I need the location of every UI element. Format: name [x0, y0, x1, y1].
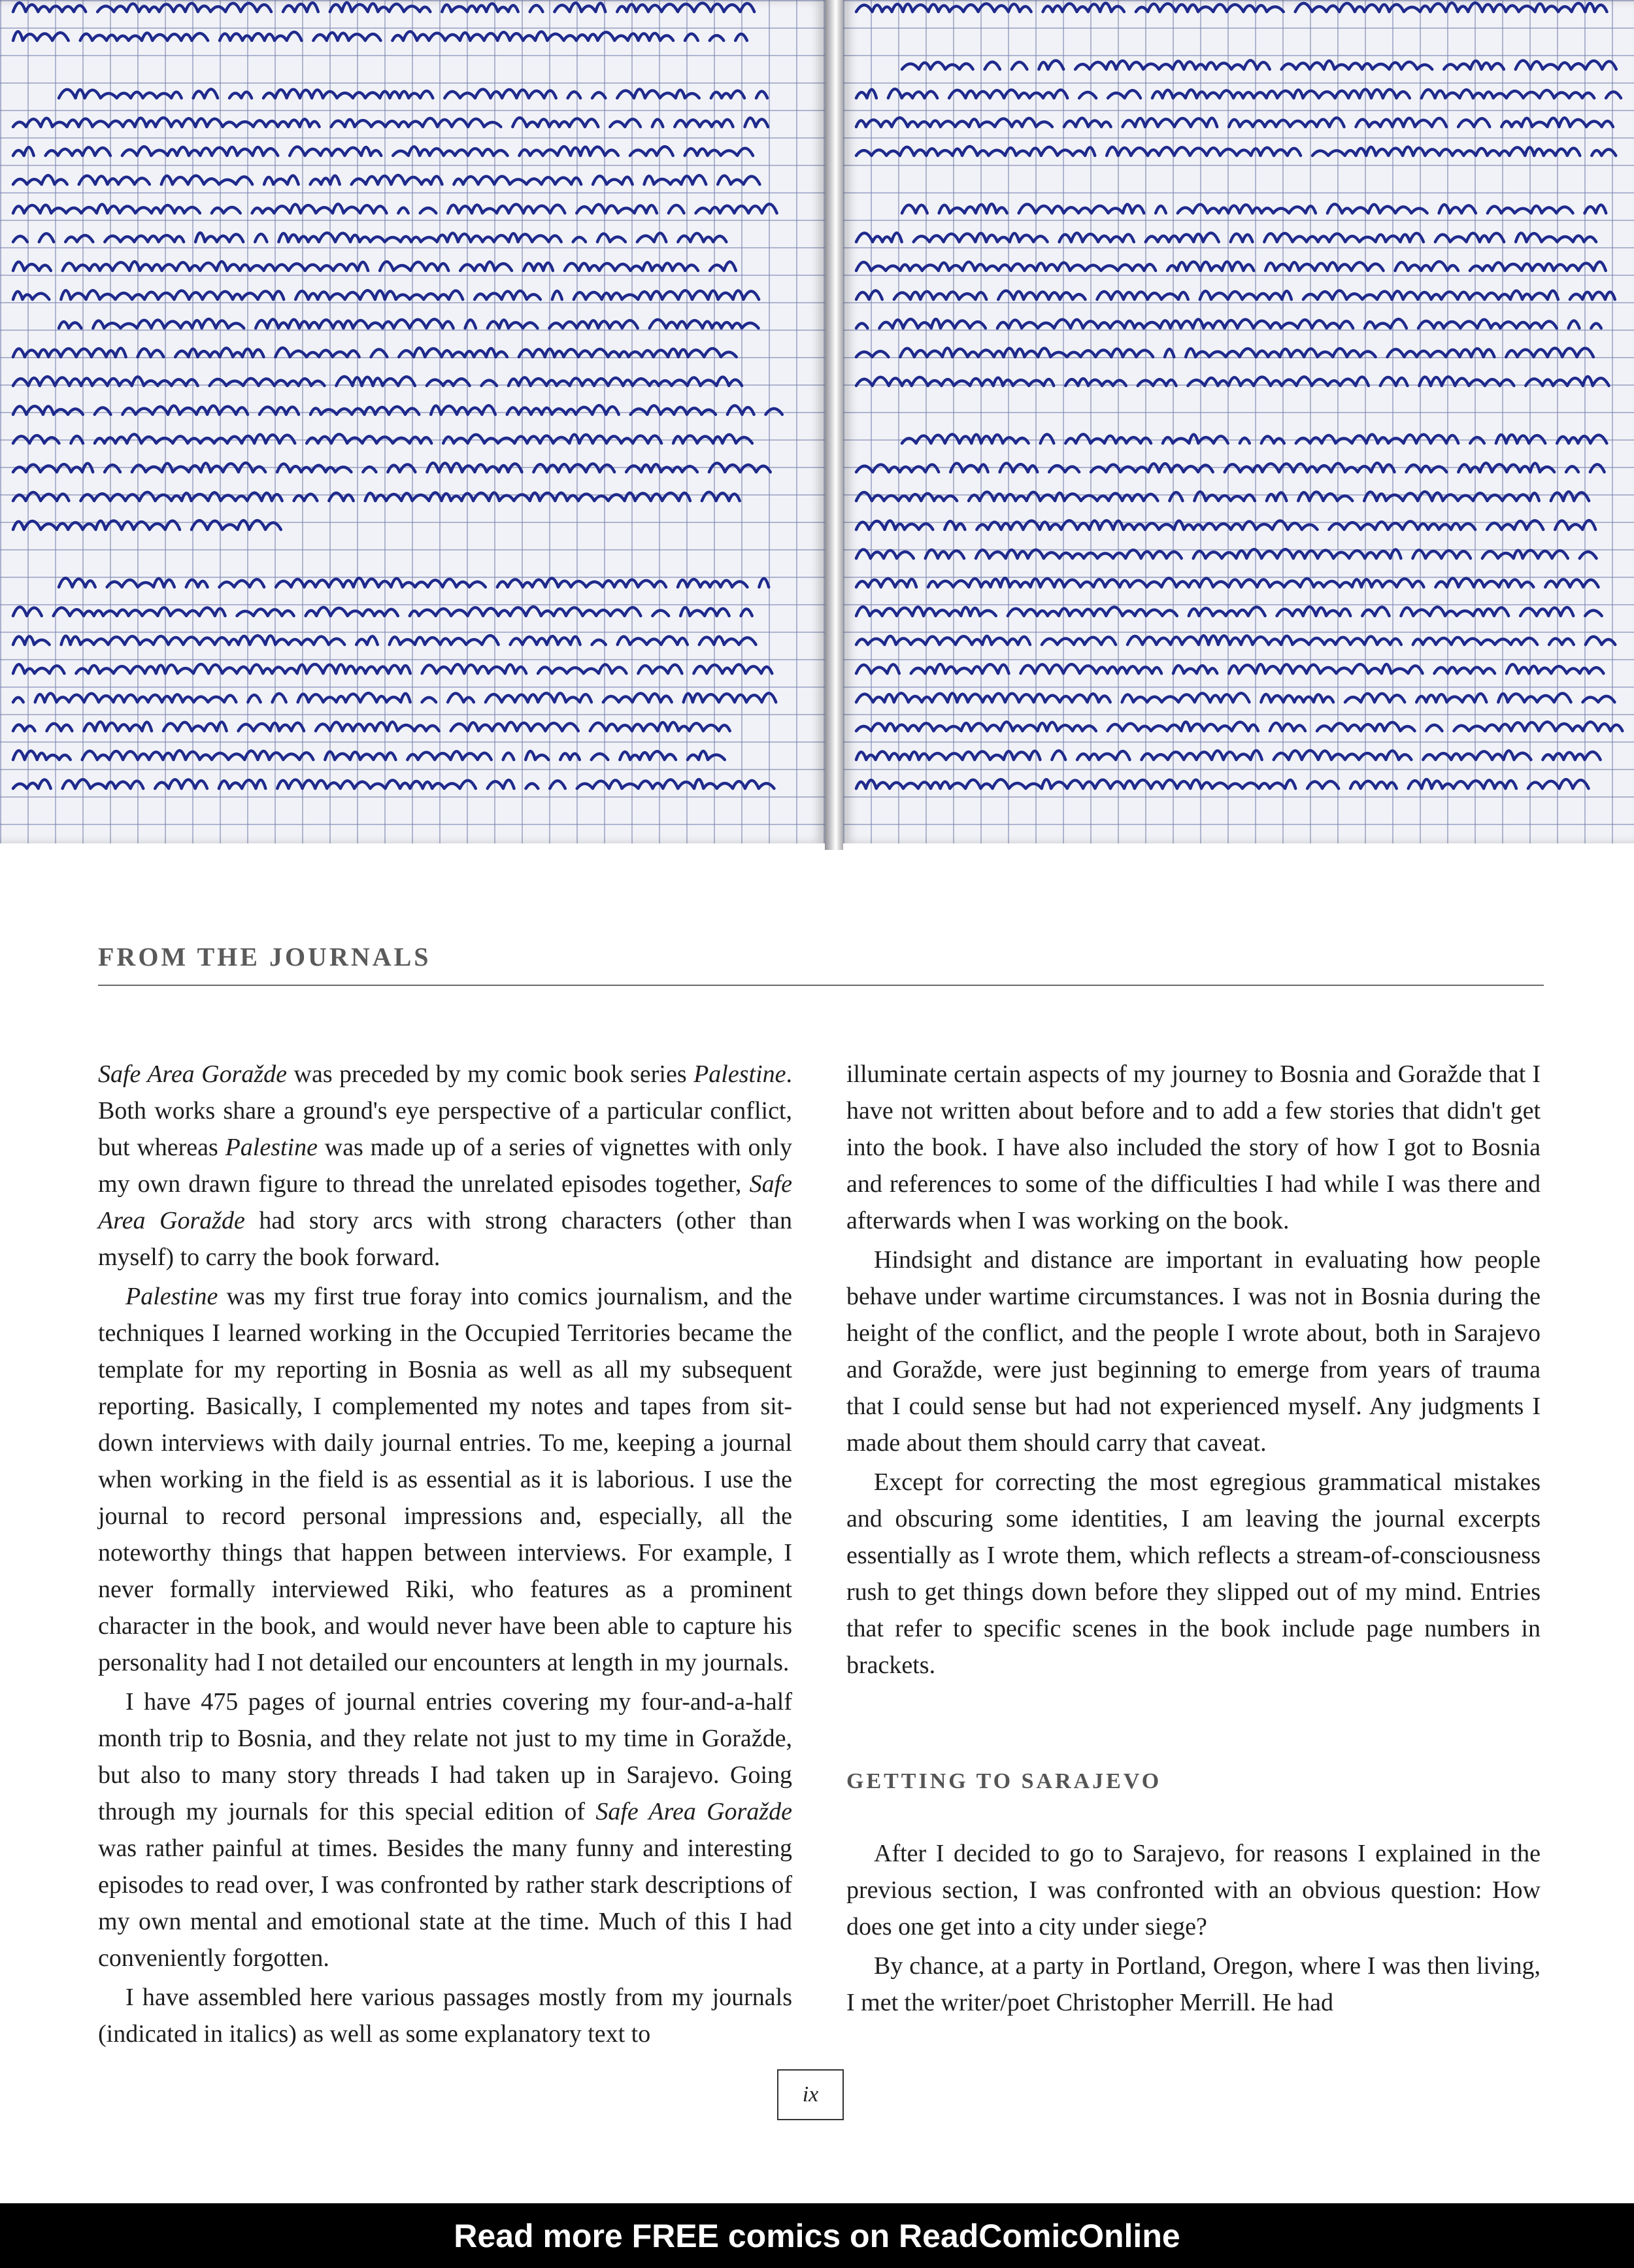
handwriting-stroke [856, 520, 1607, 530]
handwriting-stroke [13, 31, 747, 41]
handwriting-stroke [13, 175, 759, 184]
handwriting-stroke [856, 348, 1593, 357]
handwriting-stroke [13, 751, 725, 760]
handwriting-stroke [856, 693, 1614, 702]
handwriting-stroke [902, 434, 1618, 443]
handwriting-stroke [856, 664, 1603, 673]
footer-banner [0, 2203, 1634, 2268]
handwriting-stroke [13, 405, 794, 415]
paragraph: Hindsight and distance are important in evaluating how people behave under wartime circumstances. I was not in Bosnia during the height of the conflict, and the people I wrote about, both in Sarajevo and Goražde, were just beginning to emerge from years of trauma that I could sense but had not experienced myself. Any judgments I made about them should carry that caveat. [846, 1246, 1541, 1457]
handwriting-stroke [856, 779, 1589, 788]
handwriting-stroke [856, 635, 1615, 645]
handwriting-stroke [856, 492, 1601, 501]
handwriting-stroke [856, 146, 1616, 156]
handwriting-stroke [13, 635, 768, 645]
handwriting-stroke [856, 377, 1609, 386]
paragraph: I have 475 pages of journal entries covering my four-and-a-half month trip to Bosnia, and they relate not just to my time in Goražde, but also to many story threads I had taken up in Sarajevo. Going through my journals for this special edition of Safe Area Goražde was rather painful at times. Besides the many funny and interesting episodes to read over, I was confronted by rather stark descriptions of my own mental and emotional state at the time. Much of this I had conveniently forgotten. [98, 1688, 792, 1972]
journal-gutter [825, 0, 843, 850]
handwriting-stroke [13, 520, 281, 530]
page-number: ix [777, 2069, 844, 2120]
handwriting-stroke [856, 722, 1622, 731]
paragraph: illuminate certain aspects of my journey to Bosnia and Goražde that I have not written about before and to add a few stories that didn't get into the book. I have also included the story of how I got to Bosnia and references to some of the difficulties I had while I was there and afterwards when I was working on the book. [846, 1060, 1541, 1234]
handwriting-stroke [856, 89, 1621, 98]
body-column-left [98, 1056, 792, 2055]
handwriting-stroke [13, 492, 740, 501]
handwriting-stroke [856, 751, 1601, 760]
handwriting-stroke [59, 319, 758, 328]
paragraph: After I decided to go to Sarajevo, for reasons I explained in the previous section, I was confronted with an obvious question: How does one get into a city under siege? [846, 1840, 1541, 1940]
handwriting-stroke [13, 693, 776, 702]
read-more-link[interactable]: Read more FREE comics on ReadComicOnline [454, 2217, 1180, 2254]
section-heading: FROM THE JOURNALS [98, 942, 431, 972]
handwriting-stroke [13, 233, 726, 242]
handwriting-stroke [856, 319, 1601, 328]
handwriting-stroke [13, 434, 752, 443]
handwriting-stroke [13, 722, 730, 731]
handwriting-stroke [13, 204, 777, 213]
journal-scan-image [0, 0, 1634, 876]
handwriting-right [843, 0, 1634, 843]
handwriting-stroke [13, 779, 774, 788]
handwriting-stroke [13, 146, 765, 156]
paragraph: I have assembled here various passages mostly from my journals (indicated in italics) as well as some explanatory text to [98, 1984, 792, 2048]
journal-page-left [0, 0, 825, 843]
paragraph: By chance, at a party in Portland, Oregon, where I was then living, I met the writer/poet Christopher Merrill. He had [846, 1952, 1541, 2016]
book-title: Safe Area Goražde [98, 1170, 792, 1234]
handwriting-stroke [856, 233, 1596, 242]
book-title: Safe Area Goražde [98, 1060, 288, 1088]
handwriting-stroke [902, 204, 1606, 213]
book-title: Safe Area Goražde [595, 1798, 792, 1825]
handwriting-stroke [856, 3, 1607, 12]
handwriting-stroke [856, 549, 1597, 558]
handwriting-stroke [856, 262, 1606, 271]
paragraph: Except for correcting the most egregious grammatical mistakes and obscuring some identities, I am leaving the journal excerpts essentially as I wrote them, which reflects a stream-of-consciousness rush to get things down before they slipped out of my mind. Entries that refer to specific scenes in the book include page numbers in brackets. [846, 1468, 1541, 1679]
handwriting-stroke [856, 118, 1613, 127]
book-title: Palestine [693, 1060, 786, 1088]
handwriting-stroke [13, 348, 737, 357]
handwriting-stroke [13, 664, 772, 673]
body-column-right [846, 1056, 1541, 2023]
handwriting-stroke [13, 463, 782, 472]
handwriting-stroke [856, 607, 1614, 616]
handwriting-stroke [59, 578, 769, 587]
handwriting-stroke [13, 118, 768, 127]
handwriting-stroke [856, 290, 1615, 299]
book-title: Palestine [125, 1283, 218, 1310]
subsection-heading: GETTING TO SARAJEVO [846, 1769, 1162, 1793]
handwriting-stroke [13, 607, 752, 616]
paragraph: Palestine was my first true foray into comics journalism, and the techniques I learned working in the Occupied Territories became the template for my reporting in Bosnia as well as all my subsequent reporting. Basically, I complemented my notes and tapes from sit-down interviews with daily journal entries. To me, keeping a journal when working in the field is as essential as it is laborious. I use the journal to record personal impressions and, especially, all the noteworthy things that happen between interviews. For example, I never formally interviewed Riki, who features as a prominent character in the book, and would never have been able to capture his personality had I not detailed our encounters at length in my journals. [98, 1283, 792, 1676]
handwriting-stroke [856, 578, 1610, 587]
book-title: Palestine [225, 1134, 318, 1161]
handwriting-stroke [13, 377, 742, 386]
handwriting-stroke [856, 463, 1605, 472]
handwriting-stroke [13, 3, 754, 12]
handwriting-left [0, 0, 825, 843]
handwriting-stroke [59, 89, 779, 98]
handwriting-stroke [902, 60, 1616, 69]
section-divider [98, 985, 1544, 986]
paragraph: Safe Area Goražde was preceded by my comic book series Palestine. Both works share a ground's eye perspective of a particular conflict, but whereas Palestine was made up of a series of vignettes with only my own drawn figure to thread the unrelated episodes together, Safe Area Goražde had story arcs with strong characters (other than myself) to carry the book forward. [98, 1060, 793, 1271]
handwriting-stroke [13, 290, 759, 299]
handwriting-stroke [13, 262, 748, 271]
journal-page-right [843, 0, 1634, 843]
